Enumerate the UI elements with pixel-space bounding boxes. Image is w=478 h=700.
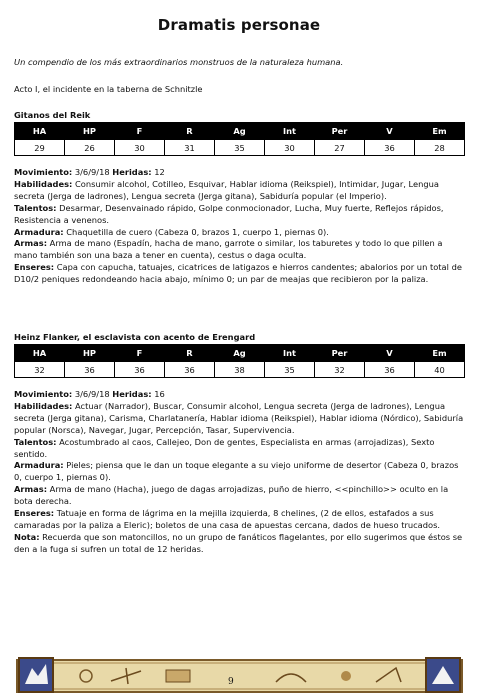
act-heading: Acto I, el incidente en la taberna de Schnitzle [14,84,203,94]
movement-line: Movimiento: 3/6/9/18 Heridas: 12 [14,167,165,177]
stat-value: 26 [65,140,115,156]
stat-header: Per [315,345,365,362]
npc-name-2: Heinz Flanker, el esclavista con acento de Erengard [14,332,256,342]
decorative-footer-border [16,654,463,694]
stat-value: 36 [65,362,115,378]
stat-value: 30 [115,140,165,156]
stat-value: 35 [215,140,265,156]
stat-value: 29 [15,140,65,156]
stat-value: 38 [215,362,265,378]
skills-line: Habilidades: Actuar (Narrador), Buscar, Consumir alcohol, Lengua secreta (Jerga de ladrones), Lengua secreta (Jerga gitana), Carisma, Charlatanería, Hablar idioma (Reikspiel), Hablar idioma (Nórdico), Sabiduría popular (Norsca), Navegar, Jugar, Percepción, Tasar, Supervivencia. [14,400,464,435]
weapons-line: Armas: Arma de mano (Espadín, hacha de mano, garrote o similar, los taburetes y todo lo que pillen a mano también son una baza a tener en cuenta), cestus o daga oculta. [14,238,443,261]
stat-header-row [15,123,465,140]
stat-header: Int [265,123,315,140]
npc-details-2 [14,389,464,556]
stat-header: V [365,345,415,362]
stat-header: Ag [215,123,265,140]
note-line: Nota: Recuerda que son matoncillos, no un grupo de fanáticos flagelantes, por ello sugerimos que éstos se den a la fuga si sufren un total de 12 heridas. [14,531,463,554]
stat-value: 32 [315,362,365,378]
stat-value: 31 [165,140,215,156]
intro-text: Un compendio de los más extraordinarios monstruos de la naturaleza humana. [14,57,344,67]
stat-header: Ag [215,345,265,362]
armour-line: Armadura: Pieles; piensa que le dan un toque elegante a su viejo uniforme de desertor (Cabeza 0, brazos 0, cuerpo 1, piernas 0). [14,460,459,483]
stat-value: 28 [415,140,465,156]
skills-line: Habilidades: Consumir alcohol, Cotilleo, Esquivar, Hablar idioma (Reikspiel), Intimidar, Jugar, Lengua secreta (Jerga de ladrones), Lengua secreta (Jerga gitana), Sabiduría popular (el Imperio). [14,178,439,201]
talents-line: Talentos: Desarmar, Desenvainado rápido, Golpe conmocionador, Lucha, Muy fuerte, Reflejos rápidos, Resistencia a venenos. [14,202,444,225]
stat-header: HP [65,345,115,362]
stat-value: 27 [315,140,365,156]
stat-header-row [15,345,465,362]
talents-line: Talentos: Acostumbrado al caos, Callejeo, Don de gentes, Especialista en armas (arrojadizas), Sexto sentido. [14,436,435,459]
stat-header: Int [265,345,315,362]
stat-value: 35 [265,362,315,378]
stat-value: 30 [265,140,315,156]
stat-value: 32 [15,362,65,378]
weapons-line: Armas: Arma de mano (Hacha), juego de dagas arrojadizas, puño de hierro, <<pinchillo>> oculto en la bota derecha. [14,484,449,507]
stat-value: 36 [115,362,165,378]
npc-details-1 [14,167,464,286]
stat-header: Em [415,123,465,140]
scroll-ornament-icon [166,670,190,682]
stat-header: Em [415,345,465,362]
armour-line: Armadura: Chaquetilla de cuero (Cabeza 0, brazos 1, cuerpo 1, piernas 0). [14,226,329,237]
coin-ornament-icon [341,671,351,681]
stat-header: F [115,345,165,362]
npc-name-1: Gitanos del Reik [14,110,91,120]
stat-value: 40 [415,362,465,378]
stat-header: Per [315,123,365,140]
movement-line: Movimiento: 3/6/9/18 Heridas: 16 [14,389,165,399]
stat-value: 36 [365,140,415,156]
stat-value-row [15,140,465,156]
stat-value: 36 [165,362,215,378]
stat-header: R [165,123,215,140]
stat-header: HA [15,123,65,140]
footer-frame [17,660,462,692]
page-title: Dramatis personae [157,16,321,34]
stat-header: F [115,123,165,140]
stat-table-2 [14,344,465,378]
stat-value: 36 [365,362,415,378]
stat-header: HA [15,345,65,362]
stat-table-1 [14,122,465,156]
stat-header: HP [65,123,115,140]
gear-line: Enseres: Capa con capucha, tatuajes, cicatrices de latigazos e hierros candentes; abalorios por un total de D10/2 peniques redondeando hacia abajo, mínimo 0; un par de meajas que recibieron por la paliza. [14,262,462,285]
stat-header: V [365,123,415,140]
stat-header: R [165,345,215,362]
page-number: 9 [228,677,234,687]
stat-value-row [15,362,465,378]
gear-line: Enseres: Tatuaje en forma de lágrima en la mejilla izquierda, 8 chelines, (2 de ellos, estafados a sus camaradas por la paliza a Eleric); boletos de una casa de apuestas cercana, dados de hueso trucados. [14,508,441,530]
